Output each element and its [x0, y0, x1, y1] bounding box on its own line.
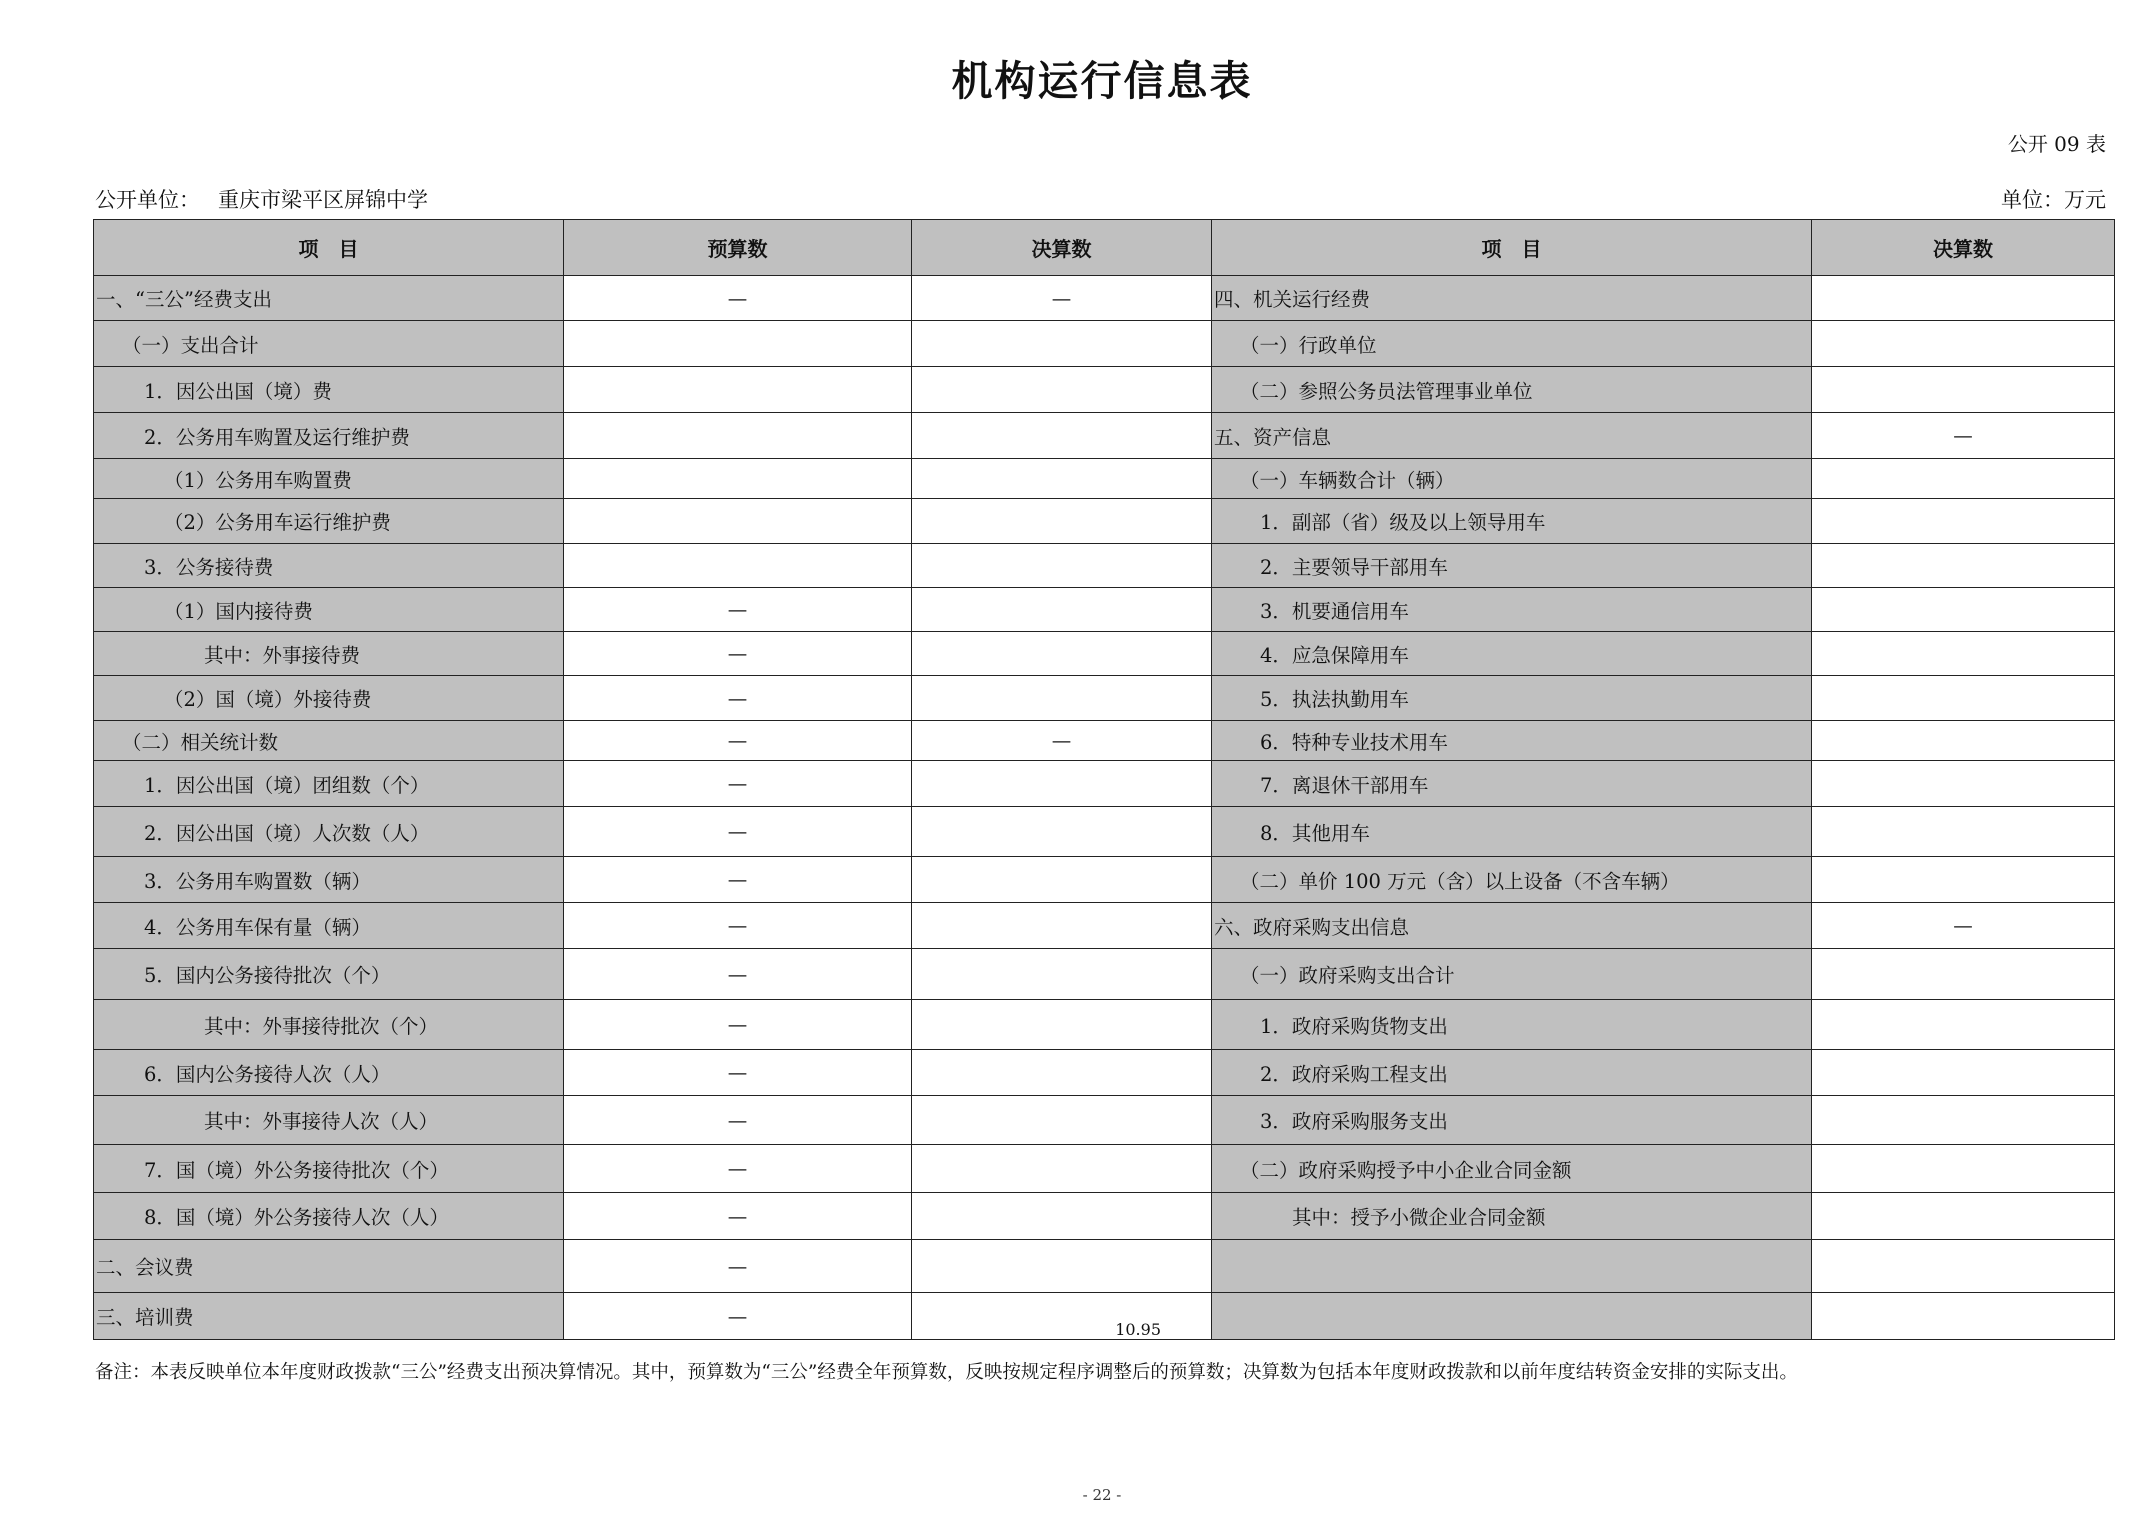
- row-budget: —: [564, 1240, 912, 1293]
- row-item-right: 6．特种专业技术用车: [1212, 721, 1812, 761]
- row-final-left: 10.95: [912, 1293, 1212, 1340]
- header-item-left: 项 目: [94, 220, 564, 276]
- row-final-left: [912, 413, 1212, 459]
- row-final-right: —: [1812, 413, 2115, 459]
- row-final-left: [912, 1240, 1212, 1293]
- row-budget: [564, 367, 912, 413]
- row-final-left: [912, 1096, 1212, 1145]
- money-unit: 单位：万元: [2001, 188, 2106, 212]
- row-budget: [564, 413, 912, 459]
- row-item-right: （二）单价 100 万元（含）以上设备（不含车辆）: [1212, 857, 1812, 903]
- row-final-left: [912, 367, 1212, 413]
- row-final-left: [912, 1050, 1212, 1096]
- row-item-right: （一）行政单位: [1212, 321, 1812, 367]
- row-final-left: [912, 459, 1212, 499]
- row-final-right: [1812, 1096, 2115, 1145]
- row-final-right: —: [1812, 903, 2115, 949]
- row-final-left: [912, 632, 1212, 676]
- row-final-left: [912, 1145, 1212, 1193]
- row-final-right: [1812, 276, 2115, 321]
- row-item-right: 2．主要领导干部用车: [1212, 544, 1812, 588]
- table-row: [94, 276, 2115, 321]
- table-row: [94, 761, 2115, 807]
- row-final-left: [912, 1000, 1212, 1050]
- header-final-left: 决算数: [912, 220, 1212, 276]
- footnote: 备注：本表反映单位本年度财政拨款“三公”经费支出预决算情况。其中，预算数为“三公”经费全年预算数，反映按规定程序调整后的预算数；决算数为包括本年度财政拨款和以前年度结转资金安排的实际支出。: [95, 1362, 1798, 1383]
- row-budget: [564, 459, 912, 499]
- row-final-right: [1812, 321, 2115, 367]
- row-budget: —: [564, 721, 912, 761]
- row-final-right: [1812, 588, 2115, 632]
- row-final-left: —: [912, 721, 1212, 761]
- row-final-left: [912, 588, 1212, 632]
- form-number: 公开 09 表: [2007, 132, 2106, 156]
- table-row: [94, 367, 2115, 413]
- table-row: [94, 459, 2115, 499]
- row-final-right: [1812, 1240, 2115, 1293]
- row-final-right: [1812, 721, 2115, 761]
- row-item-right: 1．副部（省）级及以上领导用车: [1212, 499, 1812, 544]
- table-row: [94, 1050, 2115, 1096]
- row-item-right: 3．政府采购服务支出: [1212, 1096, 1812, 1145]
- row-item-right: （一）车辆数合计（辆）: [1212, 459, 1812, 499]
- row-final-right: [1812, 632, 2115, 676]
- row-final-right: [1812, 949, 2115, 1000]
- row-final-left: [912, 807, 1212, 857]
- row-item-right: （二）政府采购授予中小企业合同金额: [1212, 1145, 1812, 1193]
- row-item-left: 4．公务用车保有量（辆）: [94, 903, 564, 949]
- row-final-left: [912, 903, 1212, 949]
- row-budget: —: [564, 276, 912, 321]
- row-budget: —: [564, 1293, 912, 1340]
- page-number: - 22 -: [1082, 1486, 1122, 1504]
- row-item-left: （一）支出合计: [94, 321, 564, 367]
- table-row: [94, 413, 2115, 459]
- unit-label: 公开单位：: [95, 188, 200, 212]
- row-budget: —: [564, 1000, 912, 1050]
- row-item-right: （一）政府采购支出合计: [1212, 949, 1812, 1000]
- row-item-left: 三、培训费: [94, 1293, 564, 1340]
- row-item-left: 2．公务用车购置及运行维护费: [94, 413, 564, 459]
- row-item-left: 一、“三公”经费支出: [94, 276, 564, 321]
- row-budget: —: [564, 1145, 912, 1193]
- row-item-left: 其中：外事接待费: [94, 632, 564, 676]
- row-item-left: 5．国内公务接待批次（个）: [94, 949, 564, 1000]
- row-item-left: （二）相关统计数: [94, 721, 564, 761]
- row-item-left: 二、会议费: [94, 1240, 564, 1293]
- row-budget: —: [564, 949, 912, 1000]
- row-final-right: [1812, 499, 2115, 544]
- row-item-left: 其中：外事接待人次（人）: [94, 1096, 564, 1145]
- table-row: [94, 1240, 2115, 1293]
- row-final-left: —: [912, 276, 1212, 321]
- row-final-left: [912, 321, 1212, 367]
- row-budget: [564, 321, 912, 367]
- row-item-right: 4．应急保障用车: [1212, 632, 1812, 676]
- operation-info-table: [93, 219, 2115, 1340]
- row-budget: —: [564, 1193, 912, 1240]
- row-budget: —: [564, 857, 912, 903]
- row-item-left: 8．国（境）外公务接待人次（人）: [94, 1193, 564, 1240]
- row-final-left: [912, 676, 1212, 721]
- row-item-right: 六、政府采购支出信息: [1212, 903, 1812, 949]
- row-item-left: 1．因公出国（境）费: [94, 367, 564, 413]
- table-row: [94, 721, 2115, 761]
- row-item-right: 五、资产信息: [1212, 413, 1812, 459]
- row-budget: —: [564, 588, 912, 632]
- row-item-right: 其中：授予小微企业合同金额: [1212, 1193, 1812, 1240]
- table-row: [94, 1096, 2115, 1145]
- row-final-right: [1812, 544, 2115, 588]
- row-item-left: 7．国（境）外公务接待批次（个）: [94, 1145, 564, 1193]
- header-final-right: 决算数: [1812, 220, 2115, 276]
- row-item-right: 四、机关运行经费: [1212, 276, 1812, 321]
- table-header-row: [94, 220, 2115, 276]
- row-item-right: 7．离退休干部用车: [1212, 761, 1812, 807]
- row-final-right: [1812, 1193, 2115, 1240]
- row-final-right: [1812, 1050, 2115, 1096]
- row-final-left: [912, 544, 1212, 588]
- table-row: [94, 903, 2115, 949]
- row-item-left: 2．因公出国（境）人次数（人）: [94, 807, 564, 857]
- row-final-right: [1812, 676, 2115, 721]
- table-row: [94, 807, 2115, 857]
- row-item-right: 5．执法执勤用车: [1212, 676, 1812, 721]
- unit-name: 重庆市梁平区屏锦中学: [218, 188, 428, 212]
- row-item-left: 3．公务接待费: [94, 544, 564, 588]
- row-item-left: 6．国内公务接待人次（人）: [94, 1050, 564, 1096]
- table-row: [94, 1293, 2115, 1340]
- row-final-right: [1812, 367, 2115, 413]
- header-item-right: 项 目: [1212, 220, 1812, 276]
- row-budget: —: [564, 761, 912, 807]
- header-budget: 预算数: [564, 220, 912, 276]
- row-item-right: [1212, 1240, 1812, 1293]
- row-final-right: [1812, 1293, 2115, 1340]
- row-item-left: （1）国内接待费: [94, 588, 564, 632]
- row-final-right: [1812, 857, 2115, 903]
- row-item-left: 1．因公出国（境）团组数（个）: [94, 761, 564, 807]
- table-row: [94, 1145, 2115, 1193]
- table-row: [94, 949, 2115, 1000]
- table-row: [94, 857, 2115, 903]
- row-budget: [564, 544, 912, 588]
- row-item-right: 1．政府采购货物支出: [1212, 1000, 1812, 1050]
- row-item-left: 其中：外事接待批次（个）: [94, 1000, 564, 1050]
- row-final-right: [1812, 1000, 2115, 1050]
- row-final-right: [1812, 459, 2115, 499]
- row-budget: —: [564, 903, 912, 949]
- row-item-right: 3．机要通信用车: [1212, 588, 1812, 632]
- row-budget: —: [564, 807, 912, 857]
- row-budget: —: [564, 632, 912, 676]
- row-final-right: [1812, 1145, 2115, 1193]
- row-item-right: （二）参照公务员法管理事业单位: [1212, 367, 1812, 413]
- row-item-right: 8．其他用车: [1212, 807, 1812, 857]
- table-row: [94, 321, 2115, 367]
- row-final-left: [912, 499, 1212, 544]
- row-final-right: [1812, 807, 2115, 857]
- row-final-left: [912, 857, 1212, 903]
- table-row: [94, 588, 2115, 632]
- row-final-right: [1812, 761, 2115, 807]
- table-row: [94, 676, 2115, 721]
- page-title: 机构运行信息表: [951, 57, 1253, 105]
- row-budget: —: [564, 1050, 912, 1096]
- row-final-left: [912, 1193, 1212, 1240]
- row-budget: —: [564, 1096, 912, 1145]
- reporting-unit: [95, 184, 428, 214]
- row-item-right: [1212, 1293, 1812, 1340]
- row-item-right: 2．政府采购工程支出: [1212, 1050, 1812, 1096]
- table-row: [94, 1193, 2115, 1240]
- row-item-left: （1）公务用车购置费: [94, 459, 564, 499]
- row-budget: [564, 499, 912, 544]
- table-row: [94, 544, 2115, 588]
- table-row: [94, 499, 2115, 544]
- row-item-left: （2）公务用车运行维护费: [94, 499, 564, 544]
- row-budget: —: [564, 676, 912, 721]
- row-item-left: 3．公务用车购置数（辆）: [94, 857, 564, 903]
- row-final-left: [912, 949, 1212, 1000]
- table-row: [94, 632, 2115, 676]
- table-row: [94, 1000, 2115, 1050]
- row-final-left: [912, 761, 1212, 807]
- row-item-left: （2）国（境）外接待费: [94, 676, 564, 721]
